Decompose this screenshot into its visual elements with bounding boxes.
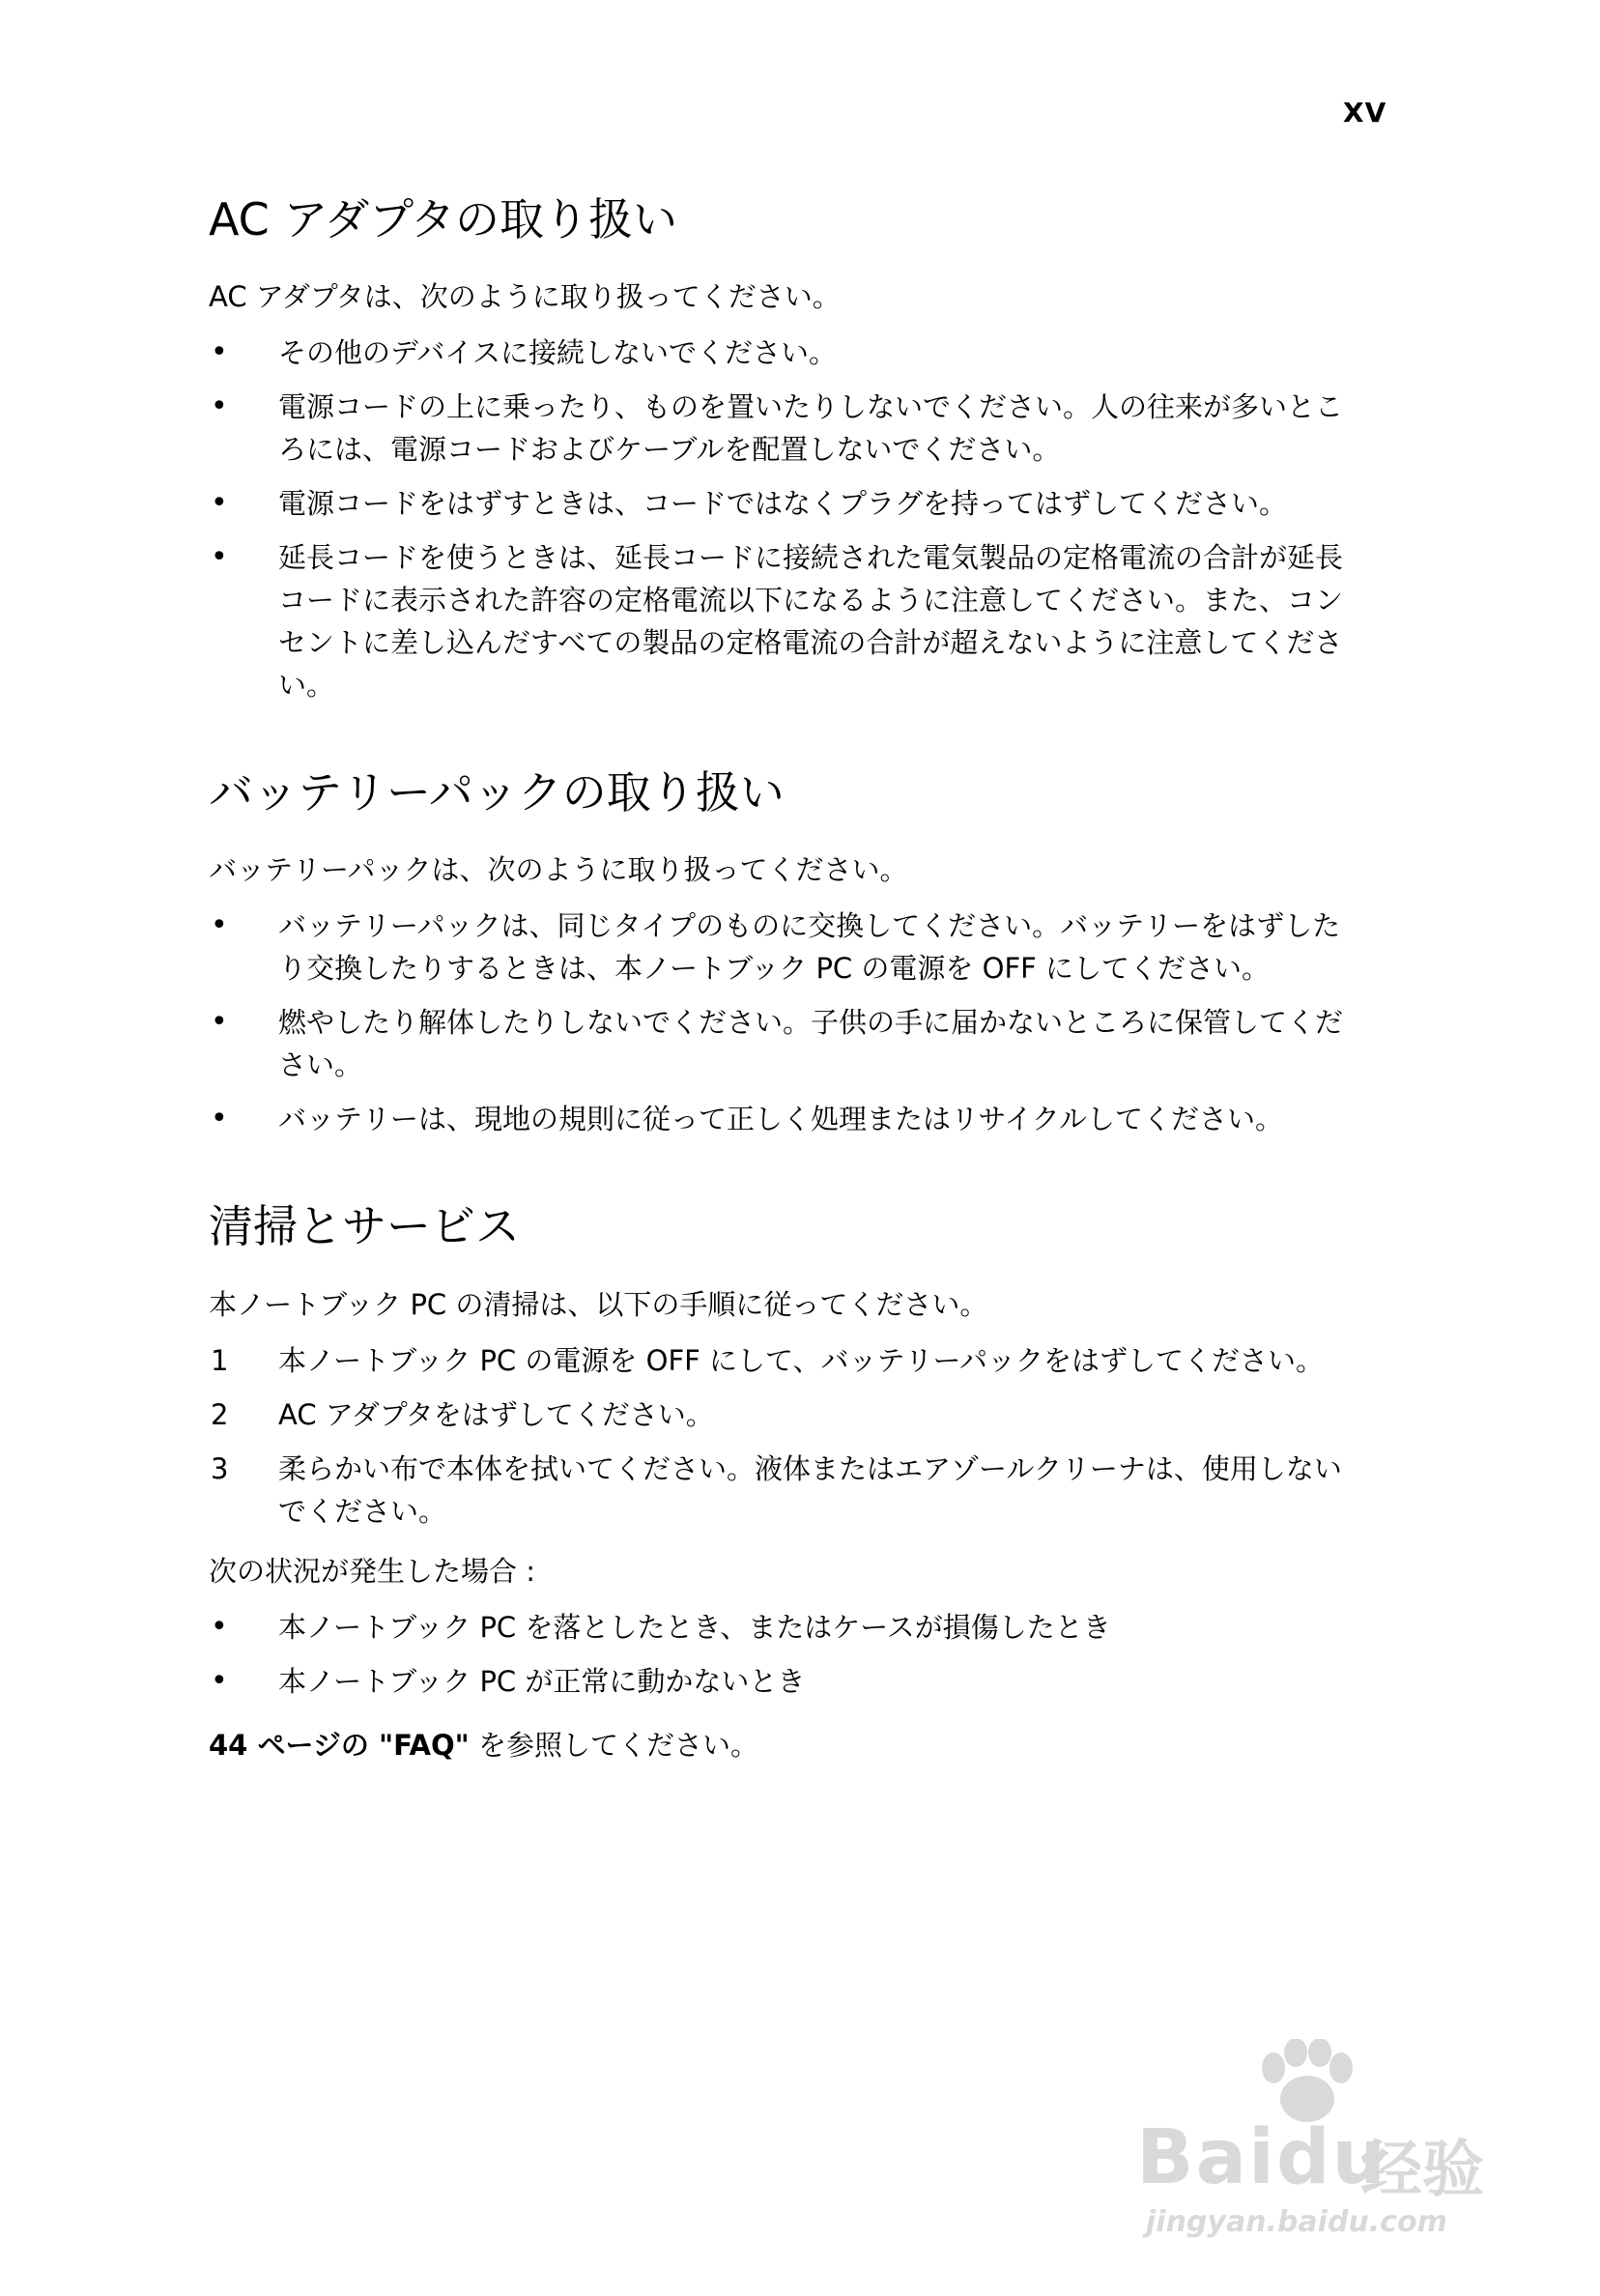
list-item-text: AC アダプタをはずしてください。 xyxy=(278,1397,714,1431)
list-item-text: その他のデバイスに接続しないでください。 xyxy=(278,336,837,370)
document-body xyxy=(209,193,1358,1766)
bullet-marker: • xyxy=(211,908,228,943)
list-item xyxy=(209,1339,1358,1382)
bullet-list xyxy=(209,904,1358,1140)
list-item-text: バッテリーは、現地の規則に従って正しく処理またはリサイクルしてください。 xyxy=(278,1103,1283,1136)
bullet-marker: • xyxy=(211,486,228,521)
list-item-text: 延長コードを使うときは、延長コードに接続された電気製品の定格電流の合計が延長コードに表示された許容の定格電流以下になるように注意してください。また、コンセントに差し込んだすべての製品の定格電流の合計が超えないように注意してください。 xyxy=(278,541,1344,703)
list-item xyxy=(209,1098,1358,1140)
list-item xyxy=(209,1660,1358,1703)
bullet-marker: • xyxy=(211,1609,228,1644)
watermark-url: jingyan.baidu.com xyxy=(1146,2205,1447,2239)
step-number: 3 xyxy=(211,1451,229,1485)
faq-reference xyxy=(209,1724,1358,1766)
list-item-text: バッテリーパックは、同じタイプのものに交換してください。バッテリーをはずしたり交換したりするときは、本ノートブック PC の電源を OFF にしてください。 xyxy=(278,909,1341,986)
watermark-brand: Baidu xyxy=(1136,2114,1388,2201)
list-item xyxy=(209,386,1358,471)
bullet-marker: • xyxy=(211,540,228,575)
list-item xyxy=(209,1448,1358,1533)
list-item-text: 電源コードの上に乗ったり、ものを置いたりしないでください。人の往来が多いところには、電源コードおよびケーブルを配置しないでください。 xyxy=(278,390,1344,467)
section-title: 清掃とサービス xyxy=(209,1200,520,1253)
numbered-list xyxy=(209,1339,1358,1533)
list-item-text: 燃やしたり解体したりしないでください。子供の手に届かないところに保管してください。 xyxy=(278,1006,1344,1082)
section-battery-pack xyxy=(209,766,1358,1140)
paw-icon xyxy=(1252,2039,1358,2126)
list-item xyxy=(209,482,1358,525)
faq-reference-link[interactable]: 44 ページの "FAQ" xyxy=(209,1728,470,1762)
step-number: 1 xyxy=(211,1343,229,1377)
section-cleaning-service xyxy=(209,1200,1358,1765)
bullet-marker: • xyxy=(211,335,228,370)
faq-reference-text: を参照してください。 xyxy=(469,1728,758,1762)
bullet-marker: • xyxy=(211,1005,228,1040)
condition-intro: 次の状況が発生した場合 : xyxy=(209,1554,535,1588)
section-title: バッテリーパックの取り扱い xyxy=(209,766,785,819)
list-item-text: 本ノートブック PC が正常に動かないとき xyxy=(278,1664,806,1698)
bullet-list xyxy=(209,1606,1358,1703)
list-item xyxy=(209,331,1358,374)
list-item-text: 本ノートブック PC を落としたとき、またはケースが損傷したとき xyxy=(278,1610,1111,1644)
list-item xyxy=(209,1606,1358,1649)
bullet-marker: • xyxy=(211,1663,228,1698)
bullet-marker: • xyxy=(211,1102,228,1136)
bullet-marker: • xyxy=(211,389,228,424)
section-ac-adapter xyxy=(209,193,1358,706)
list-item-text: 電源コードをはずすときは、コードではなくプラグを持ってはずしてください。 xyxy=(278,487,1288,521)
watermark-brand-suffix: 经验 xyxy=(1360,2135,1484,2206)
page-number: XV xyxy=(1343,97,1387,129)
list-item-text: 本ノートブック PC の電源を OFF にして、バッテリーパックをはずしてください。 xyxy=(278,1343,1324,1377)
section-intro: バッテリーパックは、次のように取り扱ってください。 xyxy=(209,853,908,887)
list-item xyxy=(209,536,1358,706)
list-item xyxy=(209,1393,1358,1436)
bullet-list xyxy=(209,331,1358,706)
list-item xyxy=(209,904,1358,990)
step-number: 2 xyxy=(211,1397,229,1431)
baidu-watermark xyxy=(1136,2039,1513,2242)
list-item-text: 柔らかい布で本体を拭いてください。液体またはエアゾールクリーナは、使用しないでください。 xyxy=(278,1451,1342,1528)
section-intro: 本ノートブック PC の清掃は、以下の手順に従ってください。 xyxy=(209,1287,988,1321)
section-title: AC アダプタの取り扱い xyxy=(209,193,677,245)
list-item xyxy=(209,1001,1358,1086)
section-intro: AC アダプタは、次のように取り扱ってください。 xyxy=(209,280,841,314)
